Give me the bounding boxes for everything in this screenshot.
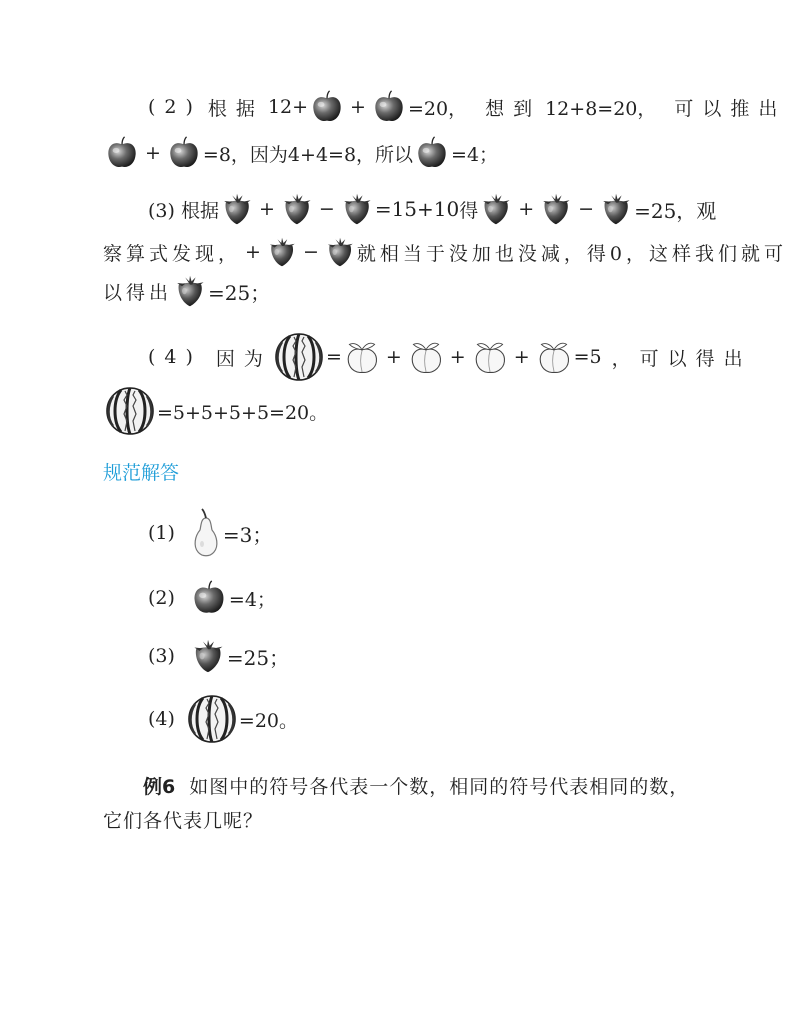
strawberry-icon bbox=[341, 192, 373, 226]
p4-line2 bbox=[103, 386, 328, 436]
p2-eq20: =20， bbox=[407, 97, 468, 120]
answer-1 bbox=[148, 508, 272, 558]
apple-icon bbox=[105, 136, 139, 170]
answer-3 bbox=[148, 638, 289, 674]
answer-number: (1) bbox=[148, 522, 175, 544]
p3-word-get: 得 bbox=[459, 199, 479, 222]
strawberry-icon bbox=[281, 192, 313, 226]
p3-expr-15plus10: =15+10 bbox=[374, 197, 460, 221]
watermelon-icon bbox=[187, 694, 237, 744]
example-line2 bbox=[103, 806, 263, 833]
strawberry-icon bbox=[267, 236, 297, 268]
answer-number: (3) bbox=[148, 645, 175, 667]
p2-eq4: =4； bbox=[451, 143, 499, 166]
strawberry-icon bbox=[480, 192, 512, 226]
p2-expr-12plus8: 12+8=20， bbox=[545, 97, 657, 120]
strawberry-icon bbox=[540, 192, 572, 226]
p2-line1 bbox=[148, 90, 786, 124]
minus-sign: − bbox=[318, 198, 335, 220]
pear-icon bbox=[191, 508, 221, 558]
p3-number: (3) 根据 bbox=[148, 199, 219, 222]
example-text-line2: 它们各代表几呢？ bbox=[103, 810, 264, 832]
strawberry-icon bbox=[191, 638, 225, 674]
peach-icon bbox=[344, 339, 380, 375]
answer-number: (2) bbox=[148, 587, 175, 609]
example-text-line1: 如图中的符号各代表一个数，相同的符号代表相同的数， bbox=[189, 776, 690, 798]
p4-sum: =5+5+5+5=20。 bbox=[157, 401, 329, 424]
apple-icon bbox=[167, 136, 201, 170]
p3-get-text: 以得出 bbox=[103, 281, 173, 304]
p3-line3 bbox=[103, 274, 270, 308]
strawberry-icon bbox=[600, 192, 632, 226]
peach-icon bbox=[472, 339, 508, 375]
p3-eq25: =25； bbox=[208, 280, 271, 305]
plus-sign: + bbox=[258, 198, 275, 220]
answer-value: =25； bbox=[226, 645, 290, 670]
p4-number: (4) bbox=[148, 346, 202, 368]
p2-number: (2) bbox=[148, 96, 202, 118]
p2-word-deduce: 可以推出 bbox=[674, 97, 787, 120]
plus-sign: + bbox=[385, 346, 402, 368]
answer-value: =4； bbox=[228, 588, 276, 611]
p2-expr-12plus: 12+ bbox=[267, 96, 309, 118]
p2-line2 bbox=[103, 136, 498, 170]
watermelon-icon bbox=[105, 386, 155, 436]
p4-word-deduce: ，可以得出 bbox=[611, 347, 752, 370]
p2-word-according: 根据 bbox=[207, 97, 264, 120]
minus-sign: − bbox=[578, 198, 595, 220]
peach-icon bbox=[536, 339, 572, 375]
example-line1 bbox=[143, 772, 689, 799]
plus-sign: + bbox=[449, 346, 466, 368]
apple-icon bbox=[415, 136, 449, 170]
p3-observe-text: 察算式发现， bbox=[103, 242, 242, 265]
p3-cancel-text: 就相当于没加也没减，得0，这样我们就可 bbox=[356, 242, 787, 265]
section-title: 规范解答 bbox=[103, 462, 180, 484]
answer-number: (4) bbox=[148, 708, 175, 730]
plus-sign: + bbox=[513, 346, 530, 368]
p3-line1 bbox=[148, 192, 716, 226]
answer-value: =3； bbox=[222, 522, 273, 547]
strawberry-icon bbox=[325, 236, 355, 268]
example-label: 例6 bbox=[143, 776, 176, 798]
p2-word-think: 想到 bbox=[485, 97, 542, 120]
plus-sign: + bbox=[518, 198, 535, 220]
apple-icon bbox=[191, 580, 227, 616]
plus-sign: + bbox=[350, 96, 366, 118]
apple-icon bbox=[372, 90, 406, 124]
plus-sign: + bbox=[245, 241, 261, 263]
peach-icon bbox=[408, 339, 444, 375]
watermelon-icon bbox=[274, 332, 324, 382]
plus-sign: + bbox=[145, 142, 161, 164]
equals-sign: = bbox=[325, 346, 342, 368]
strawberry-icon bbox=[174, 274, 206, 308]
answer-value: =20。 bbox=[238, 709, 299, 732]
minus-sign: − bbox=[302, 241, 319, 263]
answer-2 bbox=[148, 580, 276, 616]
p4-eq5: =5 bbox=[573, 346, 602, 368]
p2-eq8-text: =8，因为4+4=8，所以 bbox=[202, 143, 414, 166]
p4-word-because: 因为 bbox=[215, 347, 272, 370]
apple-icon bbox=[310, 90, 344, 124]
strawberry-icon bbox=[221, 192, 253, 226]
p3-line2 bbox=[103, 236, 787, 268]
p3-eq25-observe: =25，观 bbox=[634, 198, 717, 223]
answer-4 bbox=[148, 694, 298, 744]
p4-line1 bbox=[148, 332, 752, 382]
